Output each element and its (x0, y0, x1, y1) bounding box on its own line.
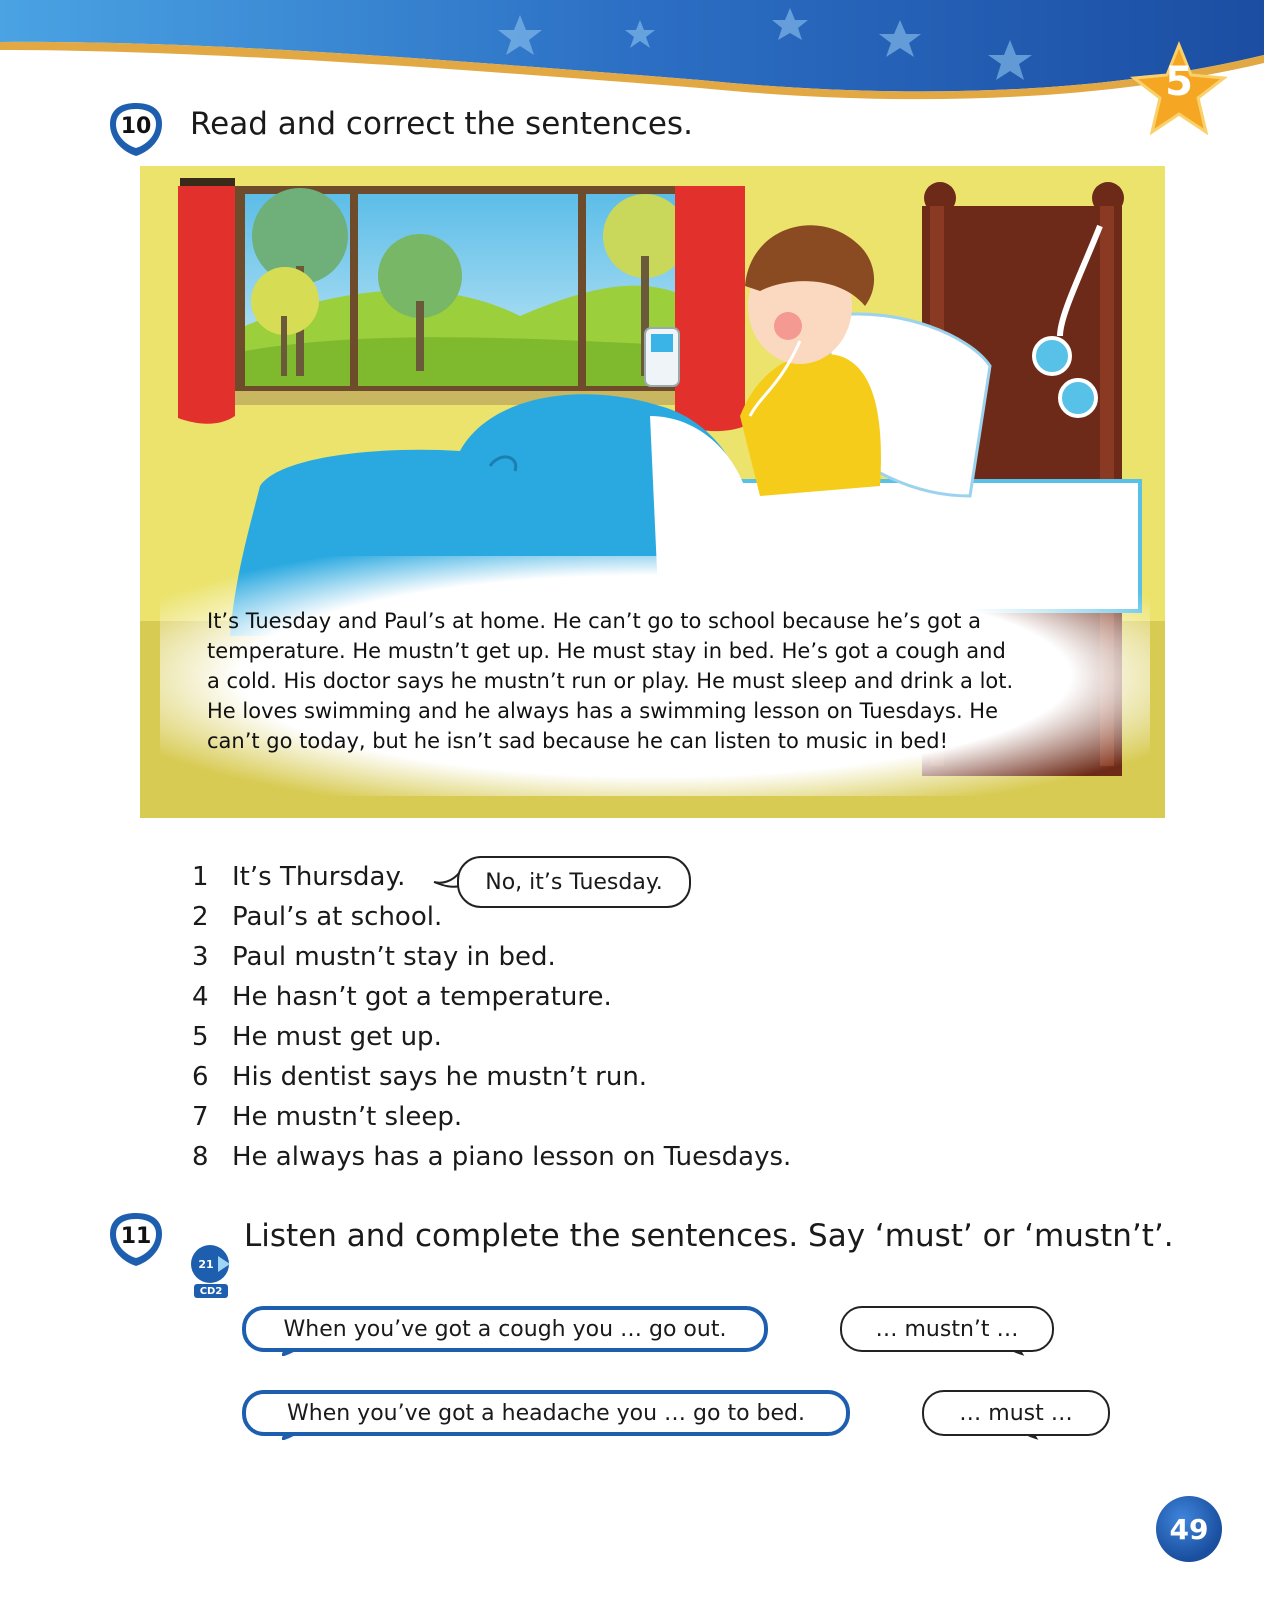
story-text (207, 606, 1107, 756)
story-line: a cold. His doctor says he mustn’t run or play. He must sleep and drink a lot. (207, 669, 1014, 693)
page-number: 49 (1156, 1496, 1222, 1562)
story-line: can’t go today, but he isn’t sad because he can listen to music in bed! (207, 729, 949, 753)
statement-text: He always has a piano lesson on Tuesdays. (232, 1142, 792, 1172)
statement-number: 6 (192, 1062, 209, 1092)
cd-label: CD2 (194, 1284, 228, 1298)
statement-item (192, 1062, 791, 1102)
reply-bubble: … mustn’t … (840, 1306, 1054, 1352)
story-line: temperature. He mustn’t get up. He must stay in bed. He’s got a cough and (207, 639, 1006, 663)
statement-number: 1 (192, 862, 209, 892)
statement-item (192, 942, 791, 982)
statement-number: 2 (192, 902, 209, 932)
story-line: He loves swimming and he always has a swimming lesson on Tuesdays. He (207, 699, 999, 723)
statement-number: 4 (192, 982, 209, 1012)
statement-text: His dentist says he mustn’t run. (232, 1062, 648, 1092)
statement-text: It’s Thursday. (232, 862, 406, 892)
reply-bubble: … must … (922, 1390, 1110, 1436)
unit-number: 5 (1165, 59, 1193, 105)
statement-item (192, 982, 791, 1022)
statement-item (192, 902, 791, 942)
example-answer-bubble: No, it’s Tuesday. (457, 856, 691, 908)
story-line: It’s Tuesday and Paul’s at home. He can’t go to school because he’s got a (207, 609, 981, 633)
statement-text: Paul’s at school. (232, 902, 443, 932)
exercise-11-badge (107, 1210, 165, 1268)
exercise-10-number: 10 (120, 113, 152, 139)
cd-audio-icon[interactable] (190, 1244, 232, 1302)
statement-list (192, 862, 791, 1182)
prompt-bubble: When you’ve got a cough you … go out. (242, 1306, 768, 1352)
statement-text: Paul mustn’t stay in bed. (232, 942, 556, 972)
prompt-bubble: When you’ve got a headache you … go to bed. (242, 1390, 850, 1436)
statement-number: 7 (192, 1102, 209, 1132)
exercise-11-instruction: Listen and complete the sentences. Say ‘must’ or ‘mustn’t’. (244, 1218, 1174, 1254)
statement-text: He must get up. (232, 1022, 442, 1052)
statement-number: 5 (192, 1022, 209, 1052)
statement-number: 3 (192, 942, 209, 972)
statement-item (192, 1102, 791, 1142)
exercise-11-number: 11 (120, 1223, 152, 1249)
statement-item (192, 1142, 791, 1182)
statement-text: He mustn’t sleep. (232, 1102, 463, 1132)
exercise-10-instruction: Read and correct the sentences. (190, 106, 693, 142)
statement-text: He hasn’t got a temperature. (232, 982, 612, 1012)
cd-track-number: 21 (198, 1257, 214, 1271)
statement-item (192, 1022, 791, 1062)
exercise-10-badge (107, 100, 165, 158)
statement-number: 8 (192, 1142, 209, 1172)
